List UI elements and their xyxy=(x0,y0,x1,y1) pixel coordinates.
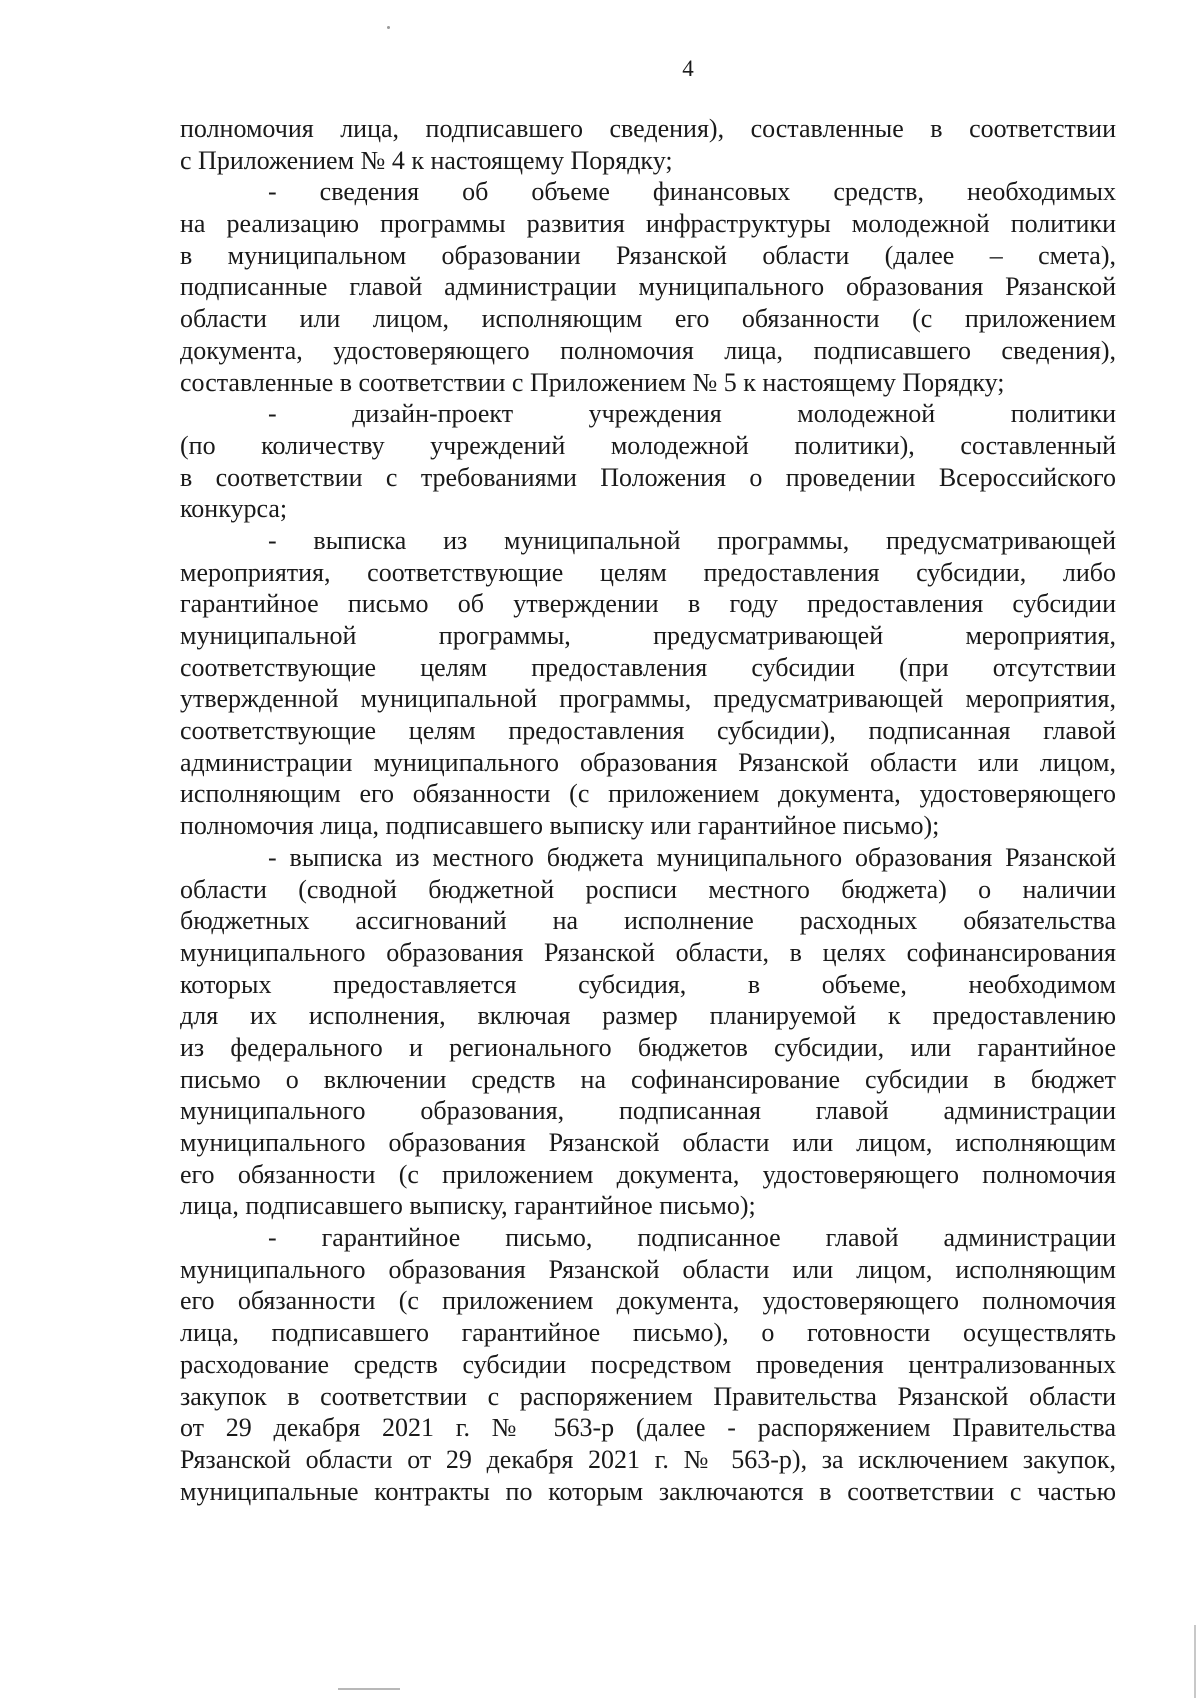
text-line: исполняющим его обязанности (с приложением документа, удостоверяющего xyxy=(180,779,1116,809)
list-item-first-line: - сведения об объеме финансовых средств, необходимых xyxy=(268,177,1116,207)
text-line: письмо о включении средств на софинансирование субсидии в бюджет xyxy=(180,1064,1116,1094)
list-item-first-line: - дизайн-проект учреждения молодежной политики xyxy=(268,399,1116,429)
text-line: соответствующие целям предоставления субсидии), подписанная главой xyxy=(180,716,1116,746)
text-line: на реализацию программы развития инфраструктуры молодежной политики xyxy=(180,209,1116,239)
text-line: для их исполнения, включая размер планируемой к предоставлению xyxy=(180,1001,1116,1031)
text-line: Рязанской области от 29 декабря 2021 г. № 563-р), за исключением закупок, xyxy=(180,1444,1116,1474)
text-line: области (сводной бюджетной росписи местного бюджета) о наличии xyxy=(180,874,1116,904)
text-line: которых предоставляется субсидия, в объеме, необходимом xyxy=(180,969,1116,999)
text-line: документа, удостоверяющего полномочия лица, подписавшего сведения), xyxy=(180,335,1116,365)
text-line: муниципального образования Рязанской области или лицом, исполняющим xyxy=(180,1128,1116,1157)
text-line: муниципальные контракты по которым заключаются в соответствии с частью xyxy=(180,1476,1116,1506)
text-line: его обязанности (с приложением документа, удостоверяющего полномочия xyxy=(180,1286,1116,1316)
text-line: расходование средств субсидии посредством проведения централизованных xyxy=(180,1349,1116,1379)
text-line: муниципального образования Рязанской области или лицом, исполняющим xyxy=(180,1254,1116,1284)
text-line: в соответствии с требованиями Положения о проведении Всероссийского xyxy=(180,462,1116,492)
text-line: области или лицом, исполняющим его обязанности (с приложением xyxy=(180,304,1116,334)
text-line: полномочия лица, подписавшего выписку или гарантийное письмо); xyxy=(180,811,940,841)
list-item-first-line: - выписка из муниципальной программы, предусматривающей xyxy=(268,525,1116,555)
text-line: муниципального образования Рязанской области, в целях софинансирования xyxy=(180,937,1116,967)
text-line: лица, подписавшего выписку, гарантийное письмо); xyxy=(180,1191,756,1221)
text-line: полномочия лица, подписавшего сведения), составленные в соответствии xyxy=(180,114,1116,143)
text-line: администрации муниципального образования Рязанской области или лицом, xyxy=(180,747,1116,777)
text-line: подписанные главой администрации муниципального образования Рязанской xyxy=(180,272,1116,302)
text-line: в муниципальном образовании Рязанской области (далее – смета), xyxy=(180,240,1116,270)
text-line: муниципального образования, подписанная главой администрации xyxy=(180,1096,1116,1126)
scan-artifact-edge xyxy=(1194,1625,1196,1698)
text-line: конкурса; xyxy=(180,494,288,524)
text-line: гарантийное письмо об утверждении в году предоставления субсидии xyxy=(180,589,1116,619)
text-line: соответствующие целям предоставления субсидии (при отсутствии xyxy=(180,652,1116,682)
page-number: 4 xyxy=(682,56,694,81)
text-line: закупок в соответствии с распоряжением Правительства Рязанской области xyxy=(180,1381,1116,1411)
text-line: мероприятия, соответствующие целям предоставления субсидии, либо xyxy=(180,557,1116,587)
text-line: утвержденной муниципальной программы, предусматривающей мероприятия, xyxy=(180,684,1116,714)
text-line: (по количеству учреждений молодежной политики), составленный xyxy=(180,430,1116,460)
text-line: из федерального и регионального бюджетов субсидии, или гарантийное xyxy=(180,1032,1116,1062)
scan-artifact-dot xyxy=(387,26,390,29)
text-line: от 29 декабря 2021 г. № 563-р (далее - распоряжением Правительства xyxy=(180,1413,1116,1443)
text-line: составленные в соответствии с Приложением № 5 к настоящему Порядку; xyxy=(180,367,1005,397)
text-line: бюджетных ассигнований на исполнение расходных обязательства xyxy=(180,906,1116,936)
text-line: лица, подписавшего гарантийное письмо), о готовности осуществлять xyxy=(180,1318,1116,1348)
list-item-first-line: - выписка из местного бюджета муниципального образования Рязанской xyxy=(268,842,1116,872)
document-body xyxy=(180,113,1116,1507)
text-line: его обязанности (с приложением документа, удостоверяющего полномочия xyxy=(180,1159,1116,1189)
text-line: с Приложением № 4 к настоящему Порядку; xyxy=(180,145,673,175)
list-item-first-line: - гарантийное письмо, подписанное главой администрации xyxy=(268,1223,1116,1253)
scan-artifact-smudge xyxy=(338,1688,400,1690)
text-line: муниципальной программы, предусматривающей мероприятия, xyxy=(180,621,1116,650)
